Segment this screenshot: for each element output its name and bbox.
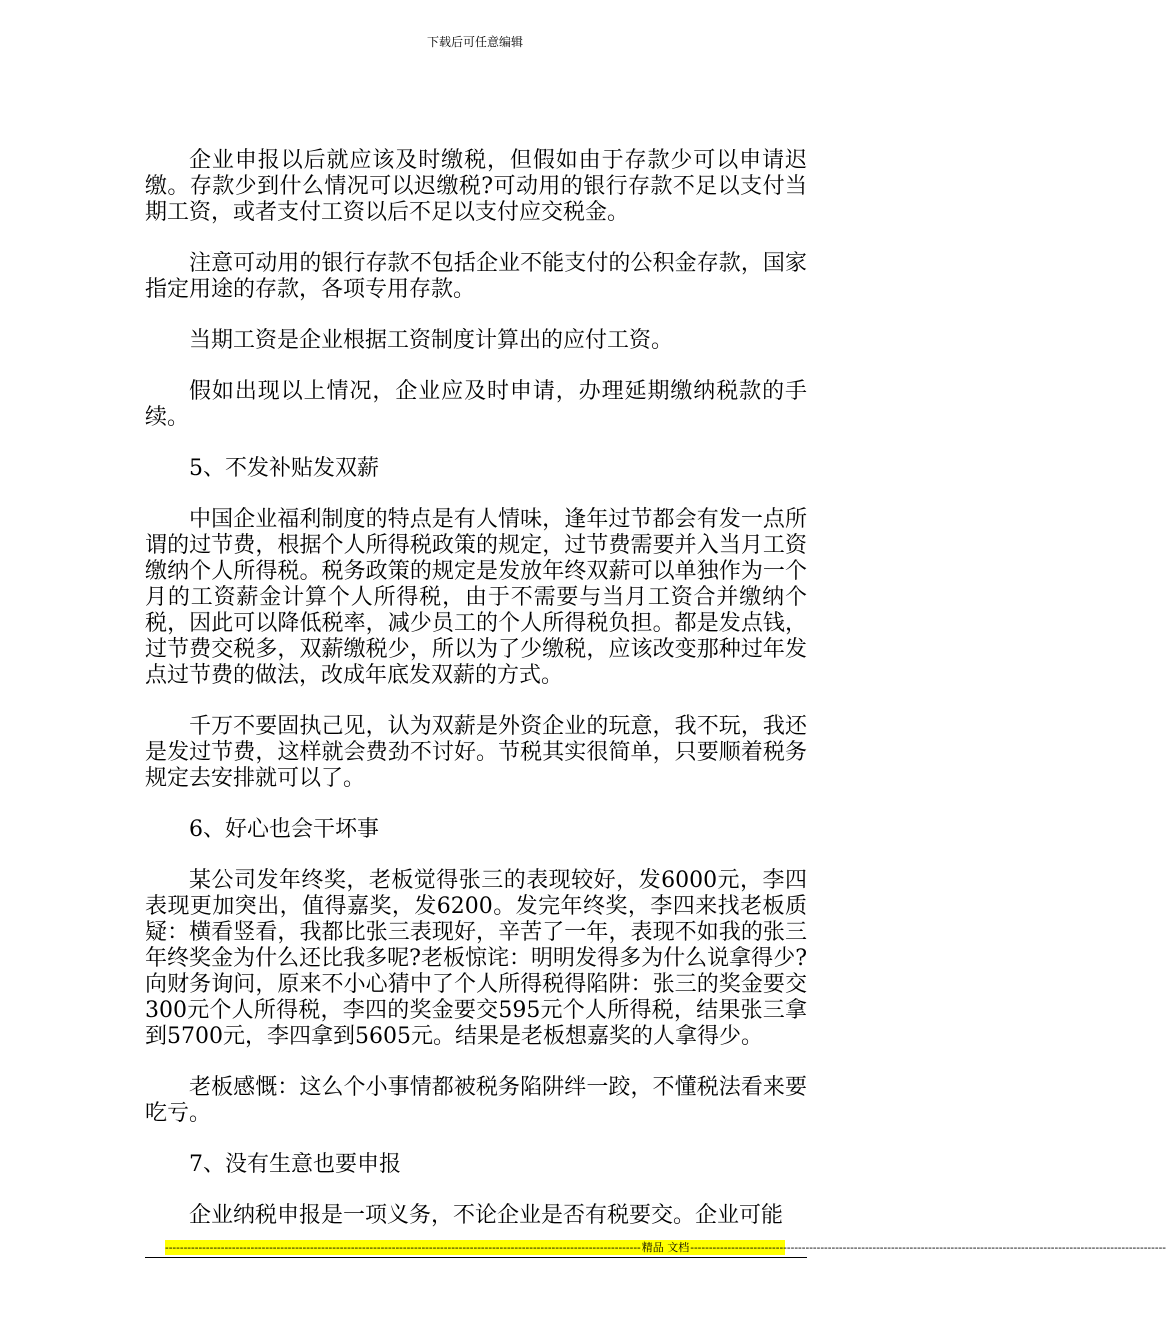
paragraph: 企业纳税申报是一项义务，不论企业是否有税要交。企业可能 (189, 1203, 784, 1228)
paragraph: 中国企业福利制度的特点是有人情味，逢年过节都会有发一点所谓的过节费，根据个人所得税政策的规定，过节费需要并入当月工资缴纳个人所得税。税务政策的规定是发放年终双薪可以单独作为一个月的工资薪金计算个人所得税，由于不需要与当月工资合并缴纳个税，因此可以降低税率，减少员工的个人所得税负担。都是发点钱，过节费交税多，双薪缴税少，所以为了少缴税，应该改变那种过年发点过节费的做法，改成年底发双薪的方式。 (145, 507, 807, 688)
footer-dash-left: -------------------------------------------------------------------------------------------------------------------------------- (165, 1241, 641, 1254)
paragraph: 注意可动用的银行存款不包括企业不能支付的公积金存款，国家指定用途的存款，各项专用存款。 (145, 251, 807, 302)
paragraph: 企业申报以后就应该及时缴税，但假如由于存款少可以申请迟缴。存款少到什么情况可以迟缴税?可动用的银行存款不足以支付当期工资，或者支付工资以后不足以支付应交税金。 (145, 148, 807, 225)
section-heading: 7、没有生意也要申报 (189, 1152, 401, 1177)
document-body (145, 148, 807, 1254)
section-heading: 6、好心也会干坏事 (189, 817, 379, 842)
footer-band (165, 1240, 1166, 1255)
footer-dash-right: -------------------------------------------------------------------------------------------------------------------------------- (690, 1241, 1166, 1254)
section-heading: 5、不发补贴发双薪 (189, 456, 379, 481)
paragraph: 某公司发年终奖，老板觉得张三的表现较好，发6000元，李四表现更加突出，值得嘉奖，发6200。发完年终奖，李四来找老板质疑：横看竖看，我都比张三表现好，辛苦了一年，表现不如我的张三年终奖金为什么还比我多呢?老板惊诧：明明发得多为什么说拿得少?向财务询问，原来不小心猜中了个人所得税得陷阱：张三的奖金要交300元个人所得税，李四的奖金要交595元个人所得税，结果张三拿到5700元，李四拿到5605元。结果是老板想嘉奖的人拿得少。 (145, 868, 807, 1049)
footer-label: 精品 文档 (641, 1241, 690, 1254)
paragraph: 假如出现以上情况，企业应及时申请，办理延期缴纳税款的手续。 (145, 379, 807, 430)
paragraph: 老板感慨：这么个小事情都被税务陷阱绊一跤，不懂税法看来要吃亏。 (145, 1075, 807, 1126)
paragraph: 当期工资是企业根据工资制度计算出的应付工资。 (189, 328, 674, 353)
paragraph: 千万不要固执己见，认为双薪是外资企业的玩意，我不玩，我还是发过节费，这样就会费劲不讨好。节税其实很简单，只要顺着税务规定去安排就可以了。 (145, 714, 807, 791)
footer-rule (145, 1257, 807, 1258)
page-header: 下载后可任意编辑 (426, 35, 523, 49)
